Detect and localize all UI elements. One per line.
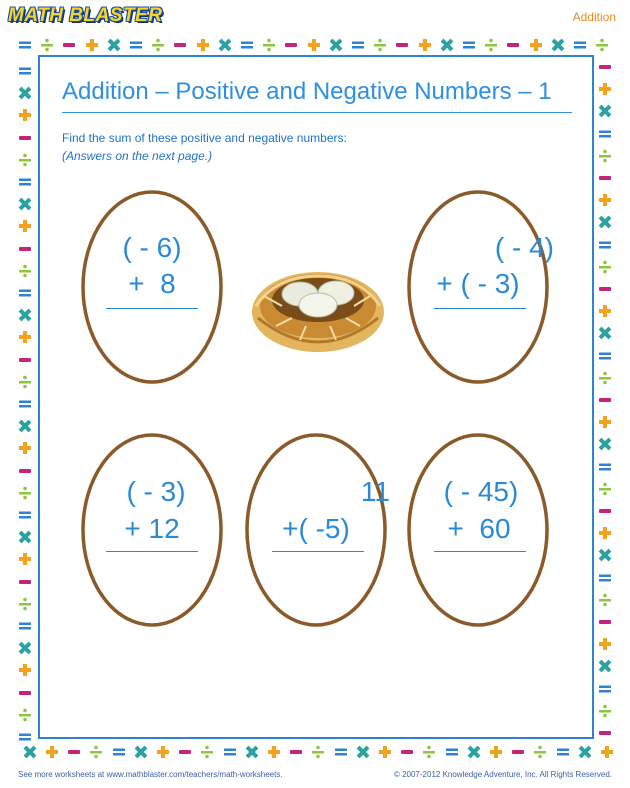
divide-icon [598,704,612,718]
times-icon [134,745,148,759]
minus-icon [18,242,32,256]
plus-icon [598,304,612,318]
equals-icon [18,64,32,78]
equals-icon [18,508,32,522]
equals-icon [598,127,612,141]
equals-icon [598,238,612,252]
plus-icon [378,745,392,759]
divide-icon [200,745,214,759]
times-icon [598,659,612,673]
times-icon [18,530,32,544]
divide-icon [598,149,612,163]
plus-icon [18,219,32,233]
minus-icon [62,38,76,52]
divide-icon [595,38,609,52]
logo-text: MATH BLASTER [8,5,163,26]
times-icon [551,38,565,52]
divide-icon [151,38,165,52]
problem-5-top: ( - 45) [443,476,519,507]
bird-nest-icon [252,272,384,352]
plus-icon [489,745,503,759]
divide-icon [18,708,32,722]
equals-icon [18,286,32,300]
minus-icon [400,745,414,759]
minus-icon [506,38,520,52]
plus-icon [267,745,281,759]
times-icon [18,197,32,211]
minus-icon [598,282,612,296]
times-icon [467,745,481,759]
plus-icon [18,552,32,566]
answer-line [106,308,198,309]
equals-icon [598,682,612,696]
equals-icon [334,745,348,759]
minus-icon [395,38,409,52]
plus-icon [529,38,543,52]
times-icon [598,326,612,340]
divide-icon [422,745,436,759]
plus-icon [598,637,612,651]
problem-3-bottom: + 12 [124,513,180,544]
minus-icon [598,393,612,407]
equals-icon [18,175,32,189]
problem-5-bottom: + 60 [447,513,511,544]
divide-icon [18,597,32,611]
plus-icon [600,745,614,759]
times-icon [107,38,121,52]
times-icon [245,745,259,759]
plus-icon [598,82,612,96]
times-icon [598,104,612,118]
times-icon [18,419,32,433]
plus-icon [598,415,612,429]
minus-icon [67,745,81,759]
minus-icon [284,38,298,52]
divide-icon [533,745,547,759]
problem-1-bottom: + 8 [128,268,176,299]
minus-icon [18,575,32,589]
times-icon [18,86,32,100]
times-icon [18,641,32,655]
divide-icon [18,486,32,500]
equals-icon [445,745,459,759]
divide-icon [598,260,612,274]
plus-icon [156,745,170,759]
divide-icon [40,38,54,52]
minus-icon [598,726,612,740]
plus-icon [18,441,32,455]
minus-icon [18,131,32,145]
minus-icon [178,745,192,759]
problem-4-bottom: +( -5) [282,513,350,544]
equals-icon [462,38,476,52]
answer-line [106,551,198,552]
problem-2-top: ( - 4) [494,232,554,263]
equals-icon [240,38,254,52]
minus-icon [18,353,32,367]
plus-icon [418,38,432,52]
copyright-text: © 2007-2012 Knowledge Adventure, Inc. All Rights Reserved. [393,770,612,779]
plus-icon [45,745,59,759]
plus-icon [598,526,612,540]
section-label[interactable]: Addition [572,10,616,24]
equals-icon [18,730,32,744]
plus-icon [598,193,612,207]
problem-1-top: ( - 6) [122,232,182,263]
instruction-text: Find the sum of these positive and negative numbers: [62,131,347,145]
divide-icon [18,375,32,389]
equals-icon [18,397,32,411]
minus-icon [289,745,303,759]
divide-icon [598,593,612,607]
times-icon [598,548,612,562]
problem-2-bottom: + ( - 3) [436,268,520,299]
plus-icon [85,38,99,52]
divide-icon [598,371,612,385]
answers-note: (Answers on the next page.) [62,149,213,163]
equals-icon [351,38,365,52]
divide-icon [18,153,32,167]
equals-icon [112,745,126,759]
divide-icon [373,38,387,52]
equals-icon [598,460,612,474]
answer-line [434,308,526,309]
plus-icon [307,38,321,52]
plus-icon [18,108,32,122]
problem-3-top: ( - 3) [126,476,186,507]
answer-line [434,551,526,552]
plus-icon [196,38,210,52]
divide-icon [484,38,498,52]
minus-icon [18,464,32,478]
divide-icon [262,38,276,52]
problem-4-top: 11 [360,476,390,507]
worksheet-title: Addition – Positive and Negative Numbers – 1 [62,78,552,105]
minus-icon [598,171,612,185]
times-icon [218,38,232,52]
times-icon [440,38,454,52]
times-icon [598,437,612,451]
minus-icon [598,615,612,629]
times-icon [18,308,32,322]
times-icon [23,745,37,759]
minus-icon [598,504,612,518]
equals-icon [573,38,587,52]
minus-icon [511,745,525,759]
equals-icon [18,619,32,633]
divide-icon [18,264,32,278]
plus-icon [18,330,32,344]
minus-icon [598,60,612,74]
plus-icon [18,663,32,677]
equals-icon [223,745,237,759]
times-icon [598,215,612,229]
times-icon [356,745,370,759]
times-icon [578,745,592,759]
equals-icon [129,38,143,52]
equals-icon [556,745,570,759]
equals-icon [18,38,32,52]
times-icon [329,38,343,52]
footer-link-text[interactable]: See more worksheets at www.mathblaster.com/teachers/math-worksheets. [18,770,283,779]
divide-icon [89,745,103,759]
divide-icon [598,482,612,496]
minus-icon [18,686,32,700]
equals-icon [598,349,612,363]
equals-icon [598,571,612,585]
answer-line [272,551,364,552]
minus-icon [173,38,187,52]
divide-icon [311,745,325,759]
